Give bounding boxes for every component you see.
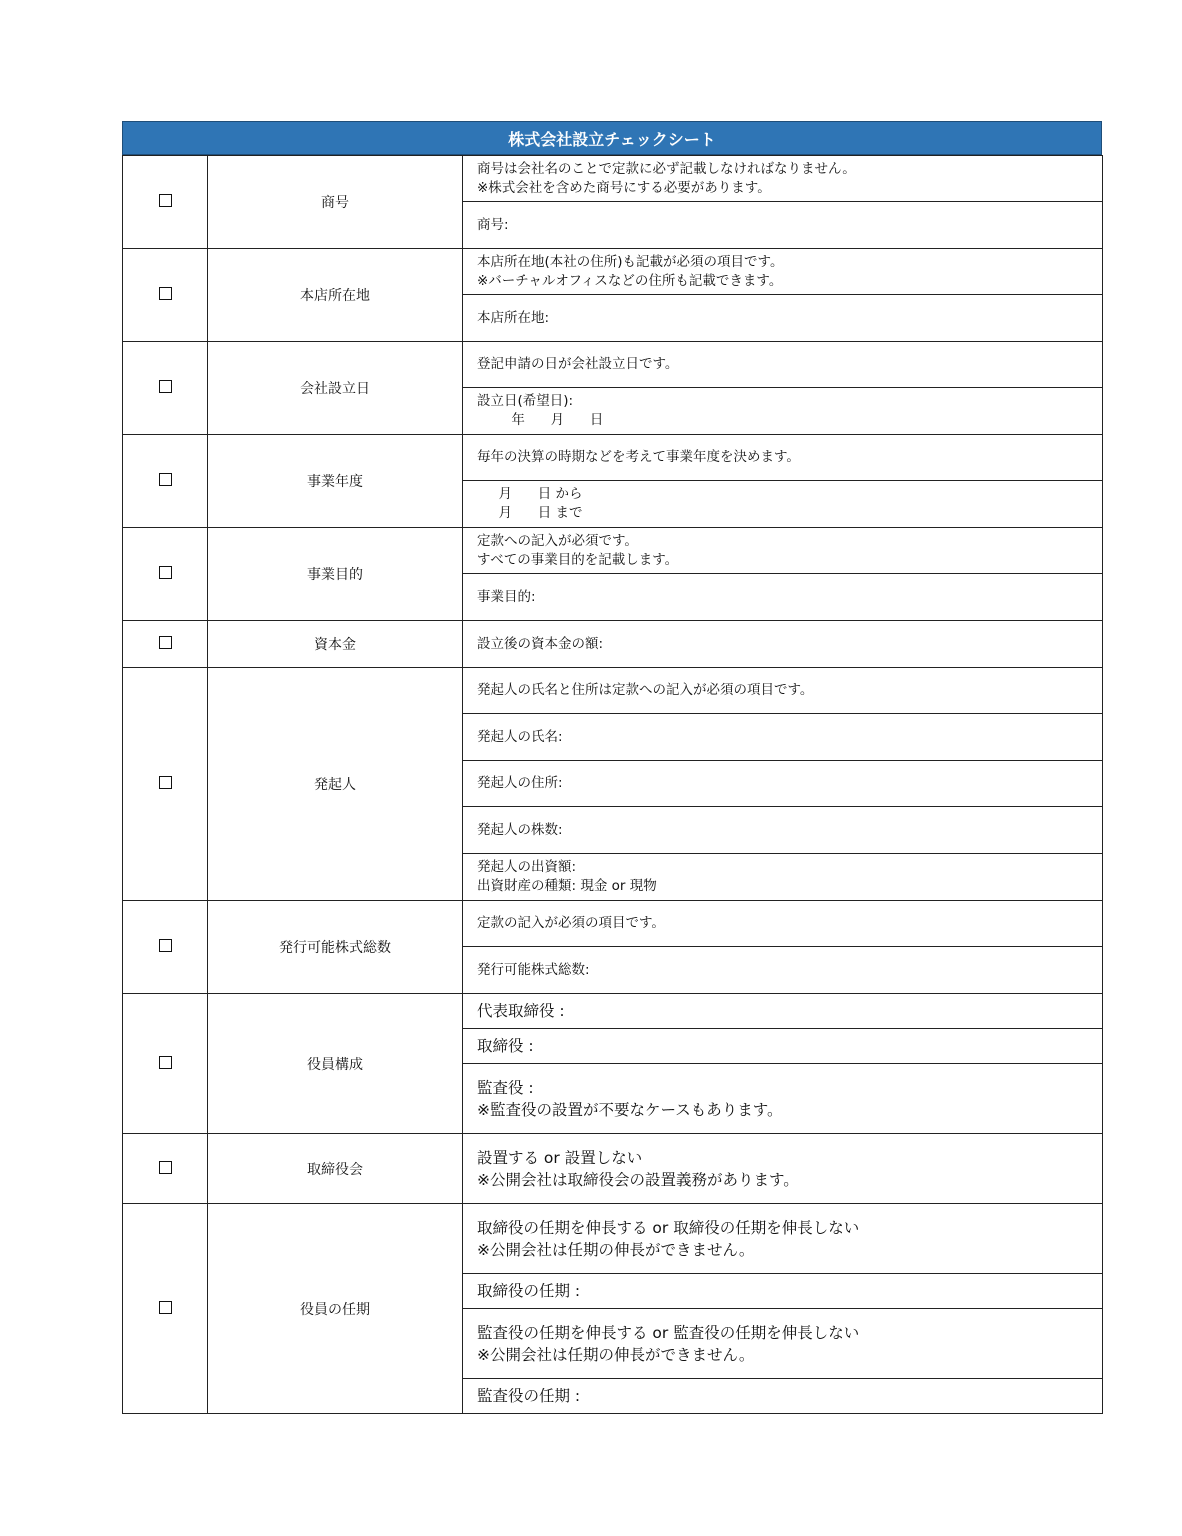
table-row xyxy=(123,901,1103,947)
item-detail: 発起人の株数: xyxy=(463,807,1103,854)
table-row xyxy=(123,435,1103,481)
row-checkbox-cell[interactable] xyxy=(123,249,208,342)
table-row xyxy=(123,342,1103,388)
item-label: 商号 xyxy=(208,156,463,249)
row-checkbox-cell[interactable] xyxy=(123,1204,208,1414)
checkbox[interactable] xyxy=(159,1161,172,1174)
row-checkbox-cell[interactable] xyxy=(123,994,208,1134)
item-label: 事業年度 xyxy=(208,435,463,528)
item-detail: 本店所在地(本社の住所)も記載が必須の項目です。 ※バーチャルオフィスなどの住所も記載できます。 xyxy=(463,249,1103,295)
item-label: 役員構成 xyxy=(208,994,463,1134)
table-row xyxy=(123,156,1103,202)
item-detail: 代表取締役 : xyxy=(463,994,1103,1029)
item-detail: 定款の記入が必須の項目です。 xyxy=(463,901,1103,947)
checkbox[interactable] xyxy=(159,776,172,789)
row-checkbox-cell[interactable] xyxy=(123,342,208,435)
item-detail: 設立日(希望日): 年 月 日 xyxy=(463,388,1103,435)
checkbox[interactable] xyxy=(159,287,172,300)
item-detail: 設置する or 設置しない ※公開会社は取締役会の設置義務があります。 xyxy=(463,1134,1103,1204)
item-label: 事業目的 xyxy=(208,528,463,621)
item-detail: 取締役の任期 : xyxy=(463,1274,1103,1309)
sheet-title: 株式会社設立チェックシート xyxy=(122,121,1102,155)
checkbox[interactable] xyxy=(159,1301,172,1314)
row-checkbox-cell[interactable] xyxy=(123,901,208,994)
item-detail: 取締役の任期を伸長する or 取締役の任期を伸長しない ※公開会社は任期の伸長ができません。 xyxy=(463,1204,1103,1274)
item-label: 資本金 xyxy=(208,621,463,668)
item-label: 発起人 xyxy=(208,668,463,901)
item-detail: 発起人の住所: xyxy=(463,761,1103,807)
checkbox[interactable] xyxy=(159,939,172,952)
table-row xyxy=(123,1204,1103,1274)
item-detail: 監査役の任期を伸長する or 監査役の任期を伸長しない ※公開会社は任期の伸長ができません。 xyxy=(463,1309,1103,1379)
table-row xyxy=(123,1134,1103,1204)
item-label: 取締役会 xyxy=(208,1134,463,1204)
checkbox[interactable] xyxy=(159,194,172,207)
item-detail: 設立後の資本金の額: xyxy=(463,621,1103,668)
item-detail: 監査役の任期 : xyxy=(463,1379,1103,1414)
item-label: 本店所在地 xyxy=(208,249,463,342)
item-detail: 登記申請の日が会社設立日です。 xyxy=(463,342,1103,388)
row-checkbox-cell[interactable] xyxy=(123,1134,208,1204)
item-detail: 本店所在地: xyxy=(463,295,1103,342)
checkbox[interactable] xyxy=(159,1056,172,1069)
row-checkbox-cell[interactable] xyxy=(123,621,208,668)
item-detail: 発起人の出資額: 出資財産の種類: 現金 or 現物 xyxy=(463,854,1103,901)
item-detail: 監査役 : ※監査役の設置が不要なケースもあります。 xyxy=(463,1064,1103,1134)
table-row xyxy=(123,994,1103,1029)
checklist-sheet xyxy=(122,121,1102,1414)
item-detail: 定款への記入が必須です。 すべての事業目的を記載します。 xyxy=(463,528,1103,574)
checkbox[interactable] xyxy=(159,636,172,649)
row-checkbox-cell[interactable] xyxy=(123,435,208,528)
table-row xyxy=(123,249,1103,295)
item-label: 役員の任期 xyxy=(208,1204,463,1414)
item-detail: 毎年の決算の時期などを考えて事業年度を決めます。 xyxy=(463,435,1103,481)
item-detail: 事業目的: xyxy=(463,574,1103,621)
table-row xyxy=(123,668,1103,714)
row-checkbox-cell[interactable] xyxy=(123,668,208,901)
item-detail: 商号は会社名のことで定款に必ず記載しなければなりません。 ※株式会社を含めた商号にする必要があります。 xyxy=(463,156,1103,202)
item-detail: 発行可能株式総数: xyxy=(463,947,1103,994)
item-label: 会社設立日 xyxy=(208,342,463,435)
checkbox[interactable] xyxy=(159,380,172,393)
row-checkbox-cell[interactable] xyxy=(123,528,208,621)
item-detail: 商号: xyxy=(463,202,1103,249)
row-checkbox-cell[interactable] xyxy=(123,156,208,249)
checkbox[interactable] xyxy=(159,566,172,579)
item-detail: 月 日 から 月 日 まで xyxy=(463,481,1103,528)
item-label: 発行可能株式総数 xyxy=(208,901,463,994)
item-detail: 発起人の氏名: xyxy=(463,714,1103,761)
item-detail: 取締役 : xyxy=(463,1029,1103,1064)
checklist-table xyxy=(122,155,1103,1414)
item-detail: 発起人の氏名と住所は定款への記入が必須の項目です。 xyxy=(463,668,1103,714)
table-row xyxy=(123,528,1103,574)
checkbox[interactable] xyxy=(159,473,172,486)
table-row xyxy=(123,621,1103,668)
